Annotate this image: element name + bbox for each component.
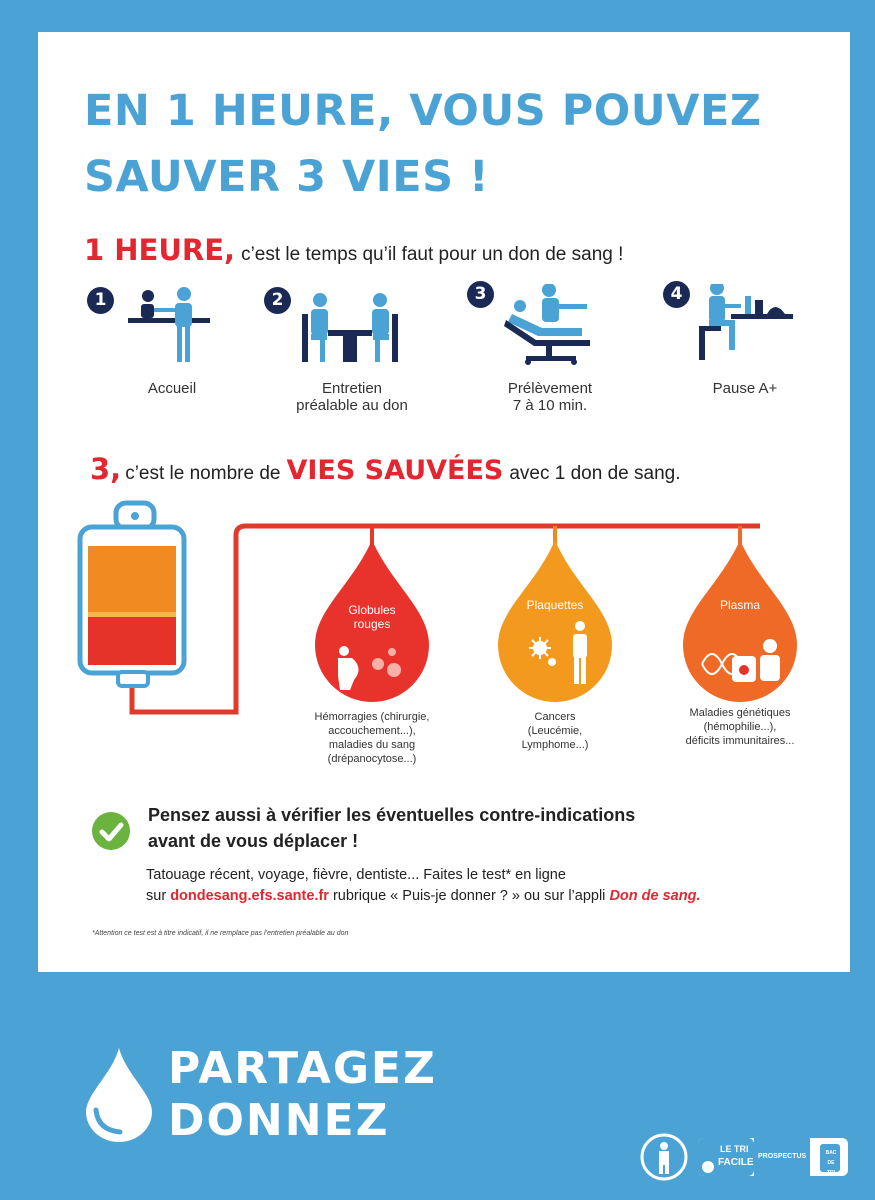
- tri-bin: BAC DE TRI: [825, 1150, 837, 1176]
- drop-title-plaquettes: Plaquettes: [526, 598, 584, 612]
- step-label: Pause A+: [712, 380, 778, 397]
- step-label: Entretien préalable au don: [296, 380, 408, 414]
- check-icon: [92, 812, 130, 850]
- drop-caption-plasma: Maladies génétiques (hémophilie...), déficits immunitaires...: [685, 707, 795, 747]
- triman-recycling-logo: [640, 1132, 854, 1182]
- blood-drop-icon: [82, 1046, 156, 1144]
- test-line-1: Tatouage récent, voyage, fièvre, dentiste... Faites le test* en ligne: [146, 867, 566, 883]
- tri-prospectus: PROSPECTUS: [758, 1153, 807, 1160]
- one-hour-text: c’est le temps qu’il faut pour un don de sang !: [241, 244, 624, 265]
- one-hour-label: 1 HEURE,: [84, 233, 236, 267]
- step-number: 3: [467, 281, 494, 308]
- footnote: *Attention ce test est à titre indicatif, il ne remplace pas l’entretien préalable au don: [92, 930, 349, 937]
- contraindications-heading: Pensez aussi à vérifier les éventuelles contre-indications avant de vous déplacer !: [148, 805, 636, 851]
- test-sur: sur: [146, 888, 167, 904]
- tri-label-1: LE TRI: [720, 1144, 749, 1154]
- lives-pre-text: c’est le nombre de: [125, 463, 281, 484]
- plasma-drop: [683, 540, 797, 702]
- step-label: Prélèvement 7 à 10 min.: [507, 380, 593, 414]
- headline-line-2: SAUVER 3 VIES !: [84, 152, 490, 202]
- plaquettes-drop: [498, 540, 612, 702]
- step-number: 4: [663, 281, 690, 308]
- step-label: Accueil: [147, 380, 197, 397]
- drop-title-globules: Globules rouges: [348, 603, 396, 631]
- blood-bag-icon: [80, 503, 184, 686]
- step-number: 1: [87, 287, 114, 314]
- lives-count: 3,: [90, 452, 122, 486]
- drop-title-plasma: Plasma: [719, 598, 760, 612]
- headline-line-1: EN 1 HEURE, VOUS POUVEZ: [84, 86, 762, 136]
- slogan: PARTAGEZ DONNEZ: [168, 1043, 437, 1146]
- tube-icon: [132, 526, 760, 712]
- test-info: [146, 865, 700, 907]
- test-middle: rubrique « Puis-je donner ? » ou sur l’appli: [332, 888, 606, 904]
- drop-caption-globules: Hémorragies (chirurgie, accouchement...), maladies du sang (drépanocytose...): [314, 711, 430, 765]
- app-name: Don de sang.: [609, 888, 701, 904]
- drop-caption-plaquettes: Cancers (Leucémie, Lymphome...): [521, 711, 589, 751]
- step-number: 2: [264, 287, 291, 314]
- lives-post-text: avec 1 don de sang.: [509, 463, 681, 484]
- lives-highlight: VIES SAUVÉES: [286, 455, 504, 486]
- tri-label-2: FACILE: [718, 1157, 754, 1168]
- website-link[interactable]: dondesang.efs.sante.fr: [170, 888, 329, 904]
